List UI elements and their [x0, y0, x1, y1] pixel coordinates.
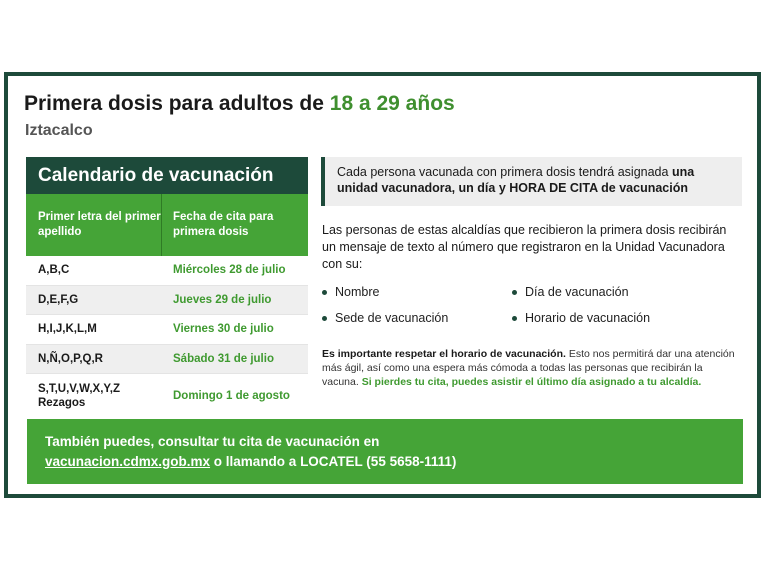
contact-banner: [27, 419, 743, 484]
row-letters: D,E,F,G: [38, 293, 79, 306]
sms-fields-list: [322, 283, 742, 327]
age-range: 18 a 29 años: [329, 92, 455, 115]
row-date: Miércoles 28 de julio: [173, 264, 286, 277]
calendar-title: Calendario de vacunación: [26, 157, 308, 194]
table-row: [26, 374, 308, 418]
row-date: Jueves 29 de julio: [173, 293, 272, 306]
borough-name: Iztacalco: [25, 122, 93, 139]
bullet-icon: [512, 316, 517, 321]
sms-info-paragraph: Las personas de estas alcaldías que recibieron la primera dosis recibirán un mensaje de texto al número que registraron en la Unidad Vacunadora con su:: [322, 223, 727, 271]
table-row: [26, 315, 308, 345]
row-date: Sábado 31 de julio: [173, 352, 274, 365]
column-header-date: Fecha de cita para primera dosis: [173, 211, 274, 238]
table-row: [26, 286, 308, 316]
calendar-column-headers: [26, 194, 308, 256]
banner-line-2: vacunacion.cdmx.gob.mx o llamando a LOCATEL (55 5658-1111): [45, 454, 457, 469]
bullet-icon: [322, 316, 327, 321]
calendar-table: [26, 256, 308, 418]
banner-line-1: También puedes, consultar tu cita de vacunación en: [45, 434, 380, 449]
list-item: Horario de vacunación: [512, 309, 742, 327]
schedule-note: Es importante respetar el horario de vacunación. Esto nos permitirá dar una atención más ágil, así como una espera más cómoda a todas las personas que recibirán la vacuna. Si pierdes tu cita, puedes asistir el último día asignado a tu alcaldía.: [322, 348, 735, 388]
table-row: [26, 345, 308, 375]
table-row: [26, 256, 308, 286]
row-letters: N,Ñ,O,P,Q,R: [38, 352, 103, 365]
row-letters: H,I,J,K,L,M: [38, 323, 97, 336]
column-header-letters: Primer letra del primer apellido: [26, 194, 162, 256]
assignment-callout: Cada persona vacunada con primera dosis tendrá asignada una unidad vacunadora, un día y HORA DE CITA de vacunación: [321, 157, 742, 206]
list-item: Nombre: [322, 283, 512, 301]
list-item: Día de vacunación: [512, 283, 742, 301]
list-item: Sede de vacunación: [322, 309, 512, 327]
vaccination-site-link[interactable]: vacunacion.cdmx.gob.mx: [45, 454, 211, 469]
bullet-icon: [512, 290, 517, 295]
bullet-icon: [322, 290, 327, 295]
row-date: Domingo 1 de agosto: [173, 390, 290, 402]
row-date: Viernes 30 de julio: [173, 323, 274, 336]
row-letters: A,B,C: [38, 264, 70, 277]
page-title: Primera dosis para adultos de 18 a 29 años: [24, 92, 455, 115]
row-letters: S,T,U,V,W,X,Y,Z Rezagos: [38, 383, 121, 409]
